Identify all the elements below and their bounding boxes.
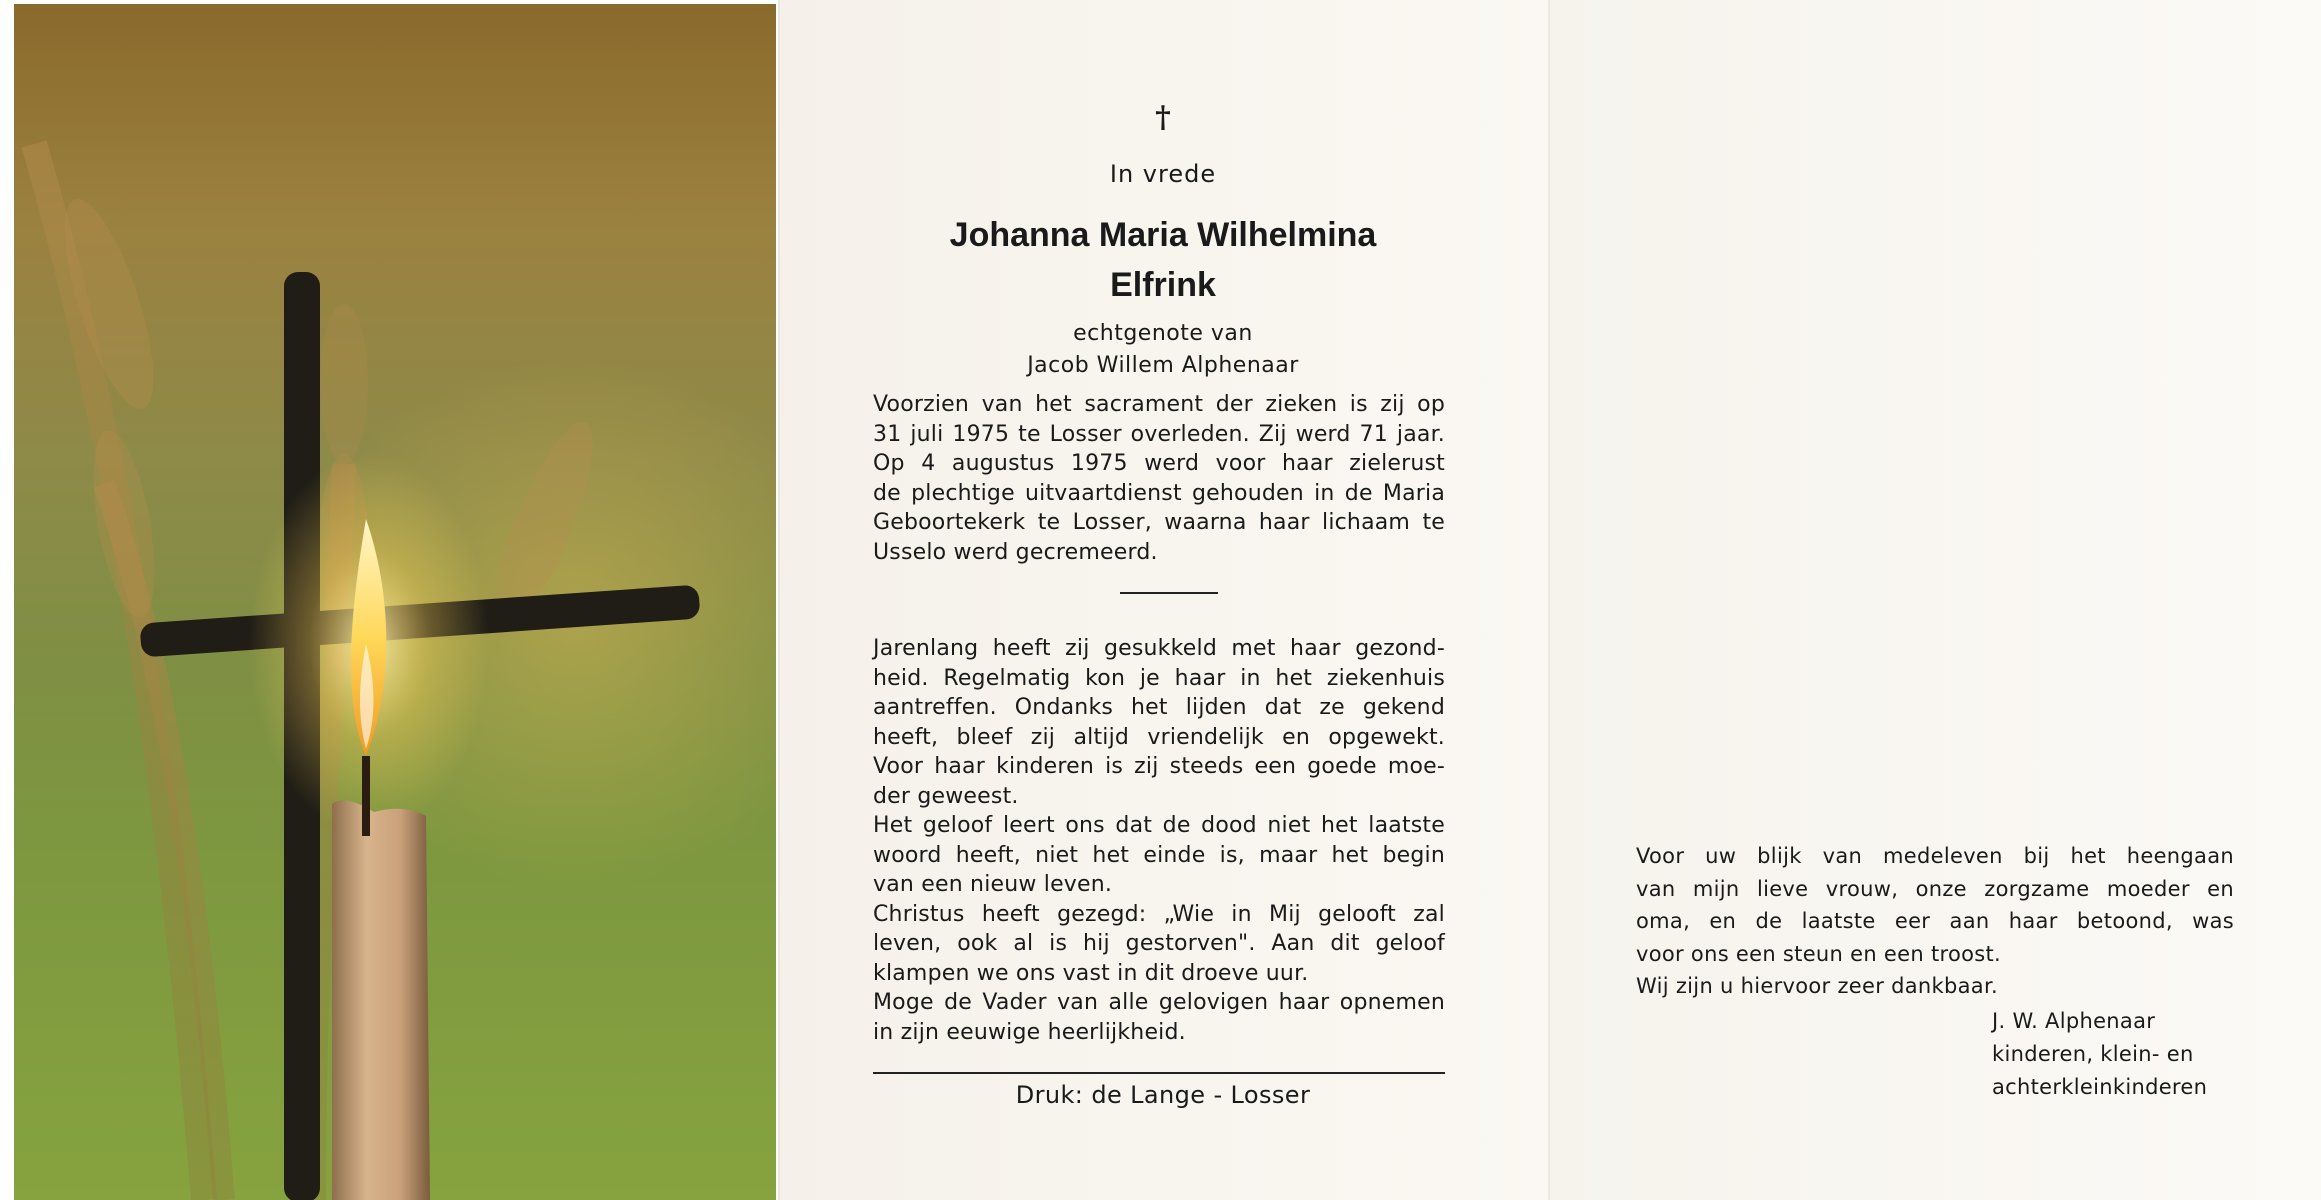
spouse-line-1: echtgenote van <box>1073 321 1253 346</box>
thank-you-text <box>1636 840 2234 1003</box>
paragraph-line: Voor haar kinderen is zij steeds een goede moe- <box>873 754 1445 779</box>
paragraph-line: der geweest. <box>873 783 1019 809</box>
paragraph-line: Geboortekerk te Losser, waarna haar lichaam te <box>873 510 1445 535</box>
photo-panel <box>0 0 778 1200</box>
spouse-line-2: Jacob Willem Alphenaar <box>1027 353 1299 378</box>
paragraph-line: Jarenlang heeft zij gesukkeld met haar gezond- <box>873 636 1445 661</box>
fold-line <box>1548 0 1550 1200</box>
paragraph-line: van een nieuw leven. <box>873 872 1113 897</box>
memorial-photo <box>14 4 776 1200</box>
divider-long <box>873 1072 1445 1074</box>
paragraph-line: Christus heeft gezegd: „Wie in Mij gelooft zal <box>873 901 1445 927</box>
paragraph-line: leven, ook al is hij gestorven". Aan dit geloof <box>873 931 1445 956</box>
divider-short <box>1120 592 1218 594</box>
obituary-panel <box>778 0 1548 1200</box>
paragraph-line: 31 juli 1975 te Losser overleden. Zij werd 71 jaar. <box>873 421 1445 447</box>
paragraph-line: Op 4 augustus 1975 werd voor haar zielerust <box>873 451 1445 476</box>
deceased-name <box>778 210 1548 310</box>
thanks-line: Wij zijn u hiervoor zeer dankbaar. <box>1636 974 1998 998</box>
printer-credit: Druk: de Lange - Losser <box>1015 1081 1311 1109</box>
paragraph-line: klampen we ons vast in dit droeve uur. <box>873 960 1309 986</box>
spouse-info <box>778 318 1548 382</box>
signature-line: achterkleinkinderen <box>1992 1075 2208 1099</box>
thanks-line: voor ons een steun en een troost. <box>1636 941 2002 966</box>
thanks-panel <box>1548 0 2321 1200</box>
thanks-line: van mijn lieve vrouw, onze zorgzame moeder en <box>1636 876 2234 901</box>
paragraph-line: Usselo werd gecremeerd. <box>873 539 1158 565</box>
paragraph-line: in zijn eeuwige heerlijkheid. <box>873 1019 1186 1045</box>
in-vrede-heading: In vrede <box>1109 160 1217 188</box>
paragraph-line: Het geloof leert ons dat de dood niet het laatste <box>873 813 1445 838</box>
signature-line: kinderen, klein- en <box>1992 1042 2194 1066</box>
paragraph-line: heeft, bleef zij altijd vriendelijk en opgewekt. <box>873 724 1445 750</box>
paragraph-line: aantreffen. Ondanks het lijden dat ze gekend <box>873 695 1445 720</box>
paragraph-line: de plechtige uitvaartdienst gehouden in de Maria <box>873 480 1445 506</box>
signature-line: J. W. Alphenaar <box>1992 1009 2156 1033</box>
fold-line <box>778 0 780 1200</box>
thanks-line: oma, en de laatste eer aan haar betoond, was <box>1636 909 2234 933</box>
cross-symbol: † <box>1155 100 1171 135</box>
thanks-line: Voor uw blijk van medeleven bij het heengaan <box>1636 844 2234 868</box>
name-line-1: Johanna Maria Wilhelmina <box>949 216 1377 254</box>
paragraph-line: Voorzien van het sacrament der zieken is zij op <box>873 392 1445 417</box>
paragraph-line: heid. Regelmatig kon je haar in het ziekenhuis <box>873 665 1445 691</box>
photo-illustration <box>14 4 776 1200</box>
signature-block <box>1992 1005 2232 1104</box>
paragraph-line: woord heeft, niet het einde is, maar het begin <box>873 842 1445 868</box>
name-line-2: Elfrink <box>1110 266 1216 304</box>
death-notice-paragraph <box>873 390 1445 567</box>
paragraph-line: Moge de Vader van alle gelovigen haar opnemen <box>873 990 1445 1015</box>
remembrance-paragraph <box>873 634 1445 1047</box>
